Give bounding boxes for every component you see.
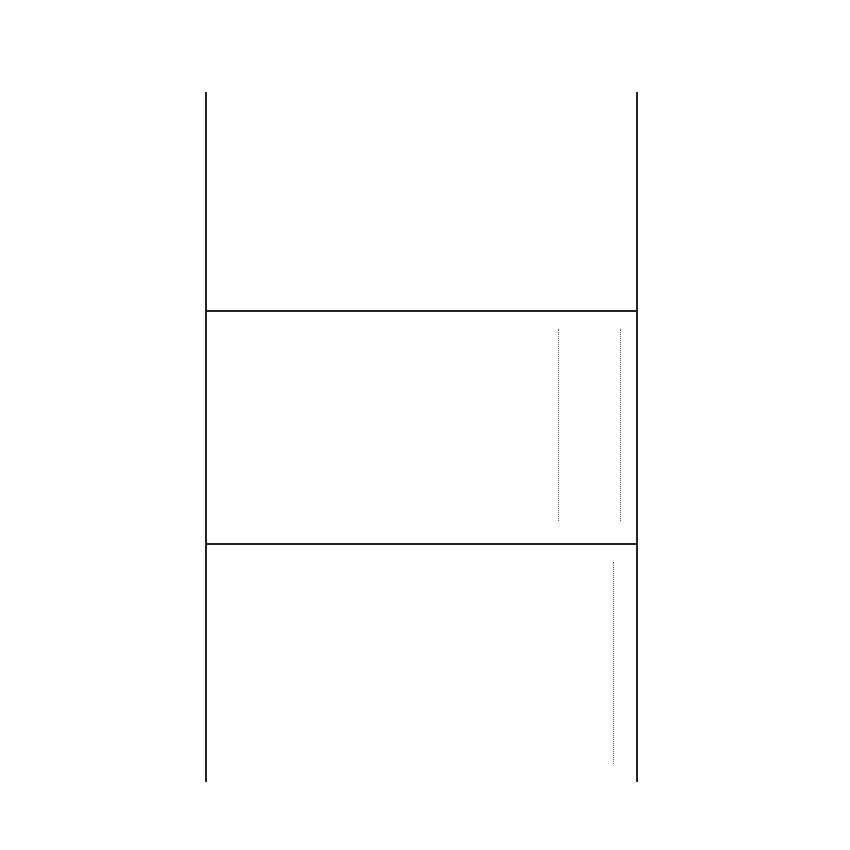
bottom-divider bbox=[205, 543, 637, 545]
subsection-yi bbox=[600, 558, 626, 768]
dot-leader bbox=[613, 562, 614, 764]
dot-leader bbox=[620, 329, 621, 521]
top-divider bbox=[205, 310, 637, 312]
right-border bbox=[636, 92, 638, 782]
dot-leader bbox=[558, 329, 559, 521]
subsection-jia bbox=[545, 325, 571, 525]
left-border bbox=[205, 92, 207, 782]
intro-entry bbox=[610, 325, 630, 525]
